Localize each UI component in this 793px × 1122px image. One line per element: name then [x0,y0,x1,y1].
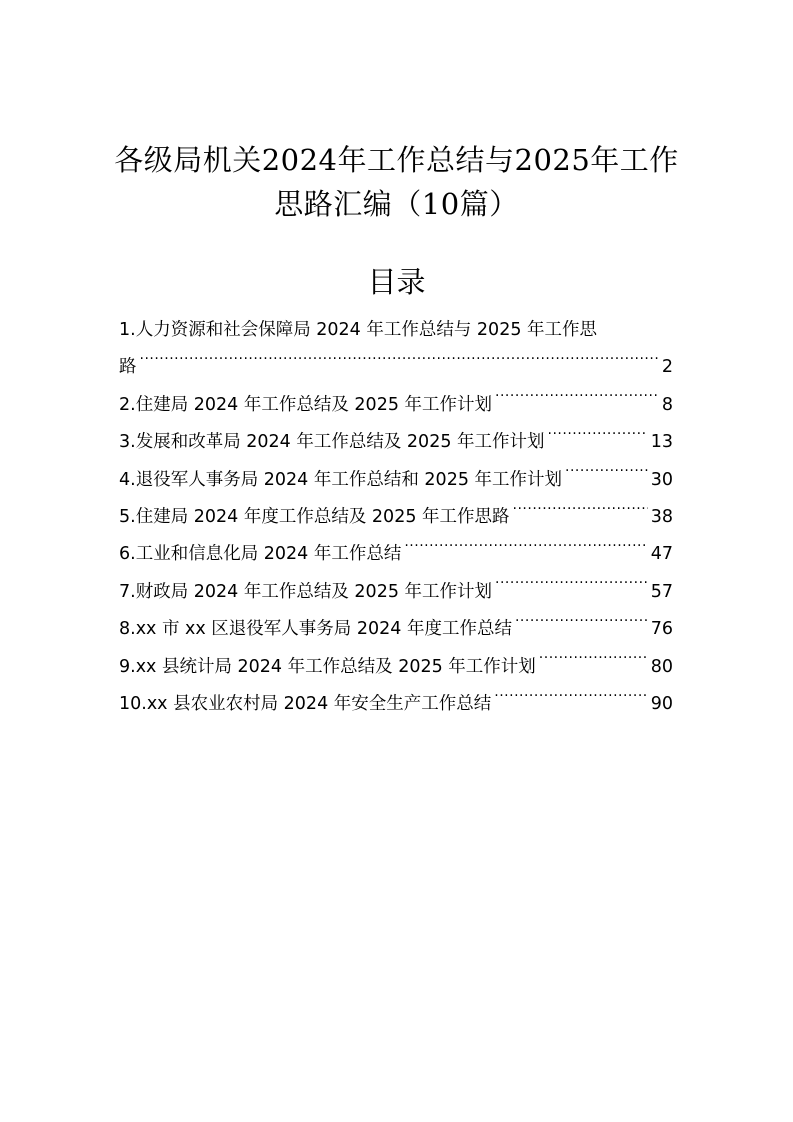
toc-page-number: 13 [650,432,673,453]
toc-page-number: 57 [650,581,673,602]
table-of-contents [119,312,673,723]
dot-leader [515,617,648,635]
toc-entry-4[interactable] [119,462,673,499]
toc-page-number: 2 [661,357,673,378]
dot-leader [539,654,648,672]
toc-entry-text: 2.住建局 2024 年工作总结及 2025 年工作计划 [119,394,493,415]
toc-entry-text: 8.xx 市 xx 区退役军人事务局 2024 年度工作总结 [119,619,512,640]
toc-page-number: 76 [650,619,673,640]
toc-entry-3[interactable] [119,424,673,461]
document-title-line-1: 各级局机关2024年工作总结与2025年工作 [114,143,679,177]
toc-entry-2[interactable] [119,387,673,424]
toc-page-number: 90 [650,694,673,715]
toc-entry-text: 4.退役军人事务局 2024 年工作总结和 2025 年工作计划 [119,469,563,490]
toc-page-number: 80 [650,656,673,677]
dot-leader [565,467,648,485]
document-title-line-2: 思路汇编（10篇） [274,187,519,221]
toc-page-number: 38 [650,507,673,528]
dot-leader [404,542,647,560]
toc-entry-10[interactable] [119,686,673,723]
toc-entry-text: 路 [119,357,137,378]
dot-leader [495,392,659,410]
toc-entry-7[interactable] [119,574,673,611]
document-title [100,138,693,226]
toc-page-number: 47 [650,544,673,565]
dot-leader [495,579,648,597]
dot-leader [548,430,648,448]
toc-entry-5[interactable] [119,499,673,536]
toc-entry-text: 6.工业和信息化局 2024 年工作总结 [119,544,402,565]
toc-entry-text: 10.xx 县农业农村局 2024 年安全生产工作总结 [119,694,492,715]
toc-entry-1[interactable] [119,312,673,387]
dot-leader [140,355,659,373]
toc-entry-text: 3.发展和改革局 2024 年工作总结及 2025 年工作计划 [119,432,545,453]
toc-entry-6[interactable] [119,536,673,573]
toc-page-number: 8 [661,394,673,415]
toc-heading: 目录 [367,265,426,299]
dot-leader [494,692,647,710]
toc-entry-8[interactable] [119,611,673,648]
toc-entry-text-first-line: 1.人力资源和社会保障局 2024 年工作总结与 2025 年工作思 [119,320,598,340]
toc-entry-9[interactable] [119,649,673,686]
toc-page-number: 30 [650,469,673,490]
toc-entry-text: 5.住建局 2024 年度工作总结及 2025 年工作思路 [119,507,510,528]
dot-leader [513,505,648,523]
toc-entry-text: 9.xx 县统计局 2024 年工作总结及 2025 年工作计划 [119,656,536,677]
toc-entry-text: 7.财政局 2024 年工作总结及 2025 年工作计划 [119,581,493,602]
